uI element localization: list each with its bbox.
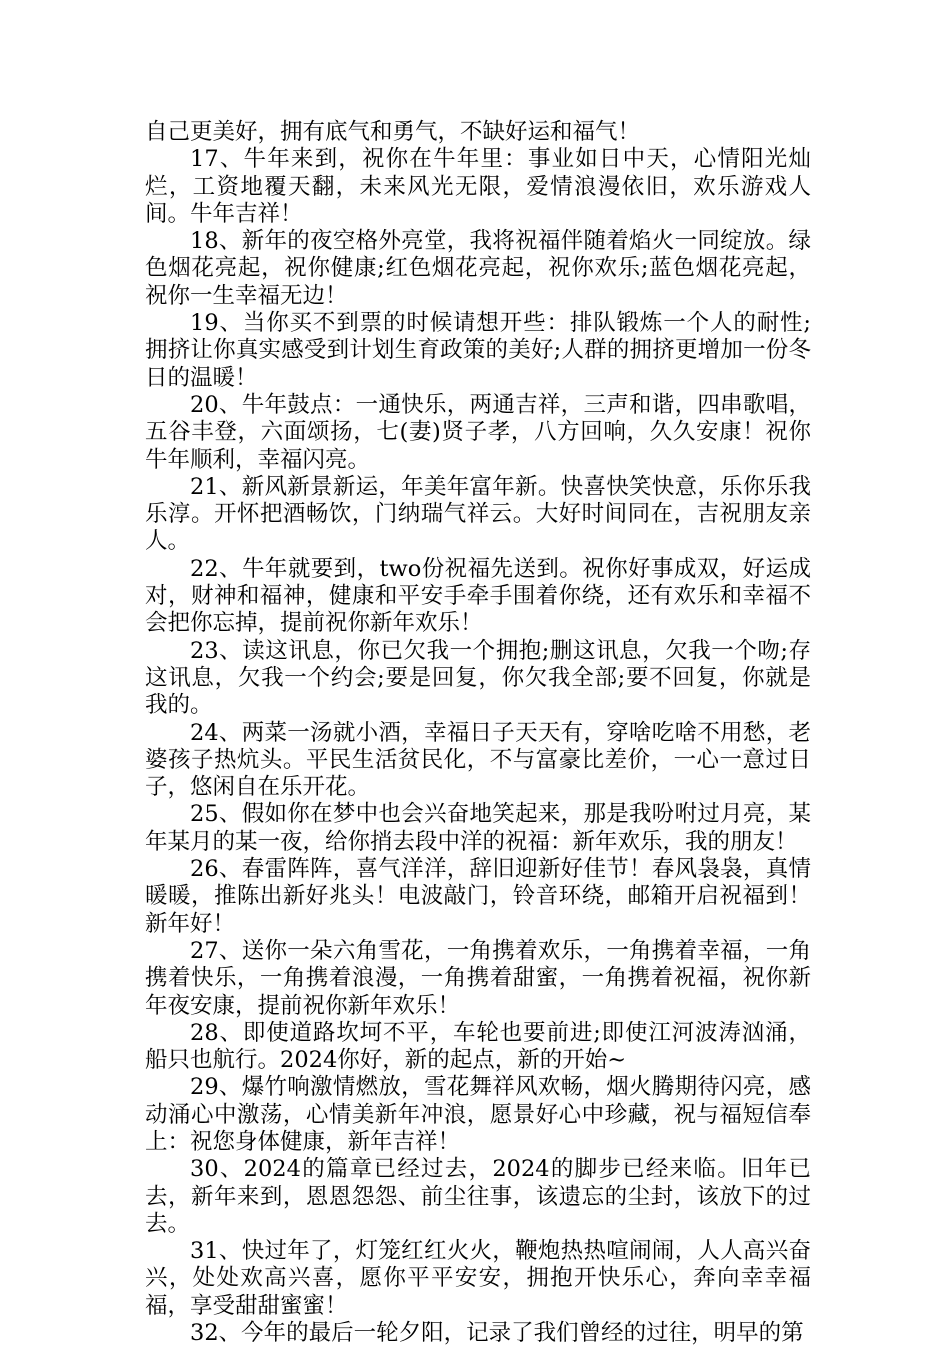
paragraph-17: 17、牛年来到，祝你在牛年里：事业如日中天，心情阳光灿烂，工资地覆天翻，未来风光无限，爱情浪漫依旧，欢乐游戏人间。牛年吉祥！ (145, 146, 811, 227)
paragraph-29: 29、爆竹响激情燃放，雪花舞祥风欢畅，烟火腾期待闪亮，感动涌心中激荡，心情美新年冲浪，愿景好心中珍藏，祝与福短信奉上：祝您身体健康，新年吉祥！ (145, 1074, 811, 1155)
paragraph-22: 22、牛年就要到，two份祝福先送到。祝你好事成双，好运成对，财神和福神，健康和平安手牵手围着你绕，还有欢乐和幸福不会把你忘掉，提前祝你新年欢乐！ (145, 555, 811, 637)
paragraph-23: 23、读这讯息，你已欠我一个拥抱;删这讯息，欠我一个吻;存这讯息，欠我一个约会;要是回复，你欠我全部;要不回复，你就是我的。 (145, 637, 811, 719)
paragraph-continued: 自己更美好，拥有底气和勇气，不缺好运和福气！ (145, 119, 641, 145)
paragraph-21: 21、新风新景新运，年美年富年新。快喜快笑快意，乐你乐我乐淳。开怀把酒畅饮，门纳瑞气祥云。大好时间同在，吉祝朋友亲人。 (145, 473, 811, 555)
paragraph-24: 24、两菜一汤就小酒，幸福日子天天有，穿啥吃啥不用愁，老婆孩子热炕头。平民生活贫民化，不与富豪比差价，一心一意过日子，悠闲自在乐开花。 (145, 719, 811, 801)
paragraph-25: 25、假如你在梦中也会兴奋地笑起来，那是我吩咐过月亮，某年某月的某一夜，给你捎去段中洋的祝福：新年欢乐，我的朋友！ (145, 801, 811, 855)
paragraph-26: 26、春雷阵阵，喜气洋洋，辞旧迎新好佳节！春风袅袅，真情暖暖，推陈出新好兆头！电波敲门，铃音环绕，邮箱开启祝福到！新年好！ (145, 856, 811, 937)
document-body (145, 119, 811, 1347)
paragraph-32: 32、今年的最后一轮夕阳，记录了我们曾经的过往，明早的第 (190, 1320, 804, 1347)
paragraph-31: 31、快过年了，灯笼红红火火，鞭炮热热喧闹闹，人人高兴奋兴，处处欢高兴喜，愿你平平安安，拥抱开快乐心，奔向幸幸福福，享受甜甜蜜蜜！ (145, 1238, 811, 1319)
paragraph-18: 18、新年的夜空格外亮堂，我将祝福伴随着焰火一同绽放。绿色烟花亮起，祝你健康;红色烟花亮起，祝你欢乐;蓝色烟花亮起，祝你一生幸福无边！ (145, 228, 811, 309)
paragraph-28: 28、即使道路坎坷不平，车轮也要前进;即使江河波涛汹涌，船只也航行。2024你好，新的起点，新的开始~ (145, 1019, 811, 1074)
paragraph-30: 30、2024的篇章已经过去，2024的脚步已经来临。旧年已去，新年来到，恩恩怨怨、前尘往事，该遗忘的尘封，该放下的过去。 (145, 1156, 811, 1237)
paragraph-27: 27、送你一朵六角雪花，一角携着欢乐，一角携着幸福，一角携着快乐，一角携着浪漫，一角携着甜蜜，一角携着祝福，祝你新年夜安康，提前祝你新年欢乐！ (145, 937, 811, 1019)
paragraph-20: 20、牛年鼓点：一通快乐，两通吉祥，三声和谐，四串歌唱，五谷丰登，六面颂扬，七(妻)贤子孝，八方回响，久久安康！祝你牛年顺利，幸福闪亮。 (145, 391, 811, 473)
paragraph-19: 19、当你买不到票的时候请想开些：排队锻炼一个人的耐性;拥挤让你真实感受到计划生育政策的美好;人群的拥挤更增加一份冬日的温暖！ (145, 310, 811, 391)
